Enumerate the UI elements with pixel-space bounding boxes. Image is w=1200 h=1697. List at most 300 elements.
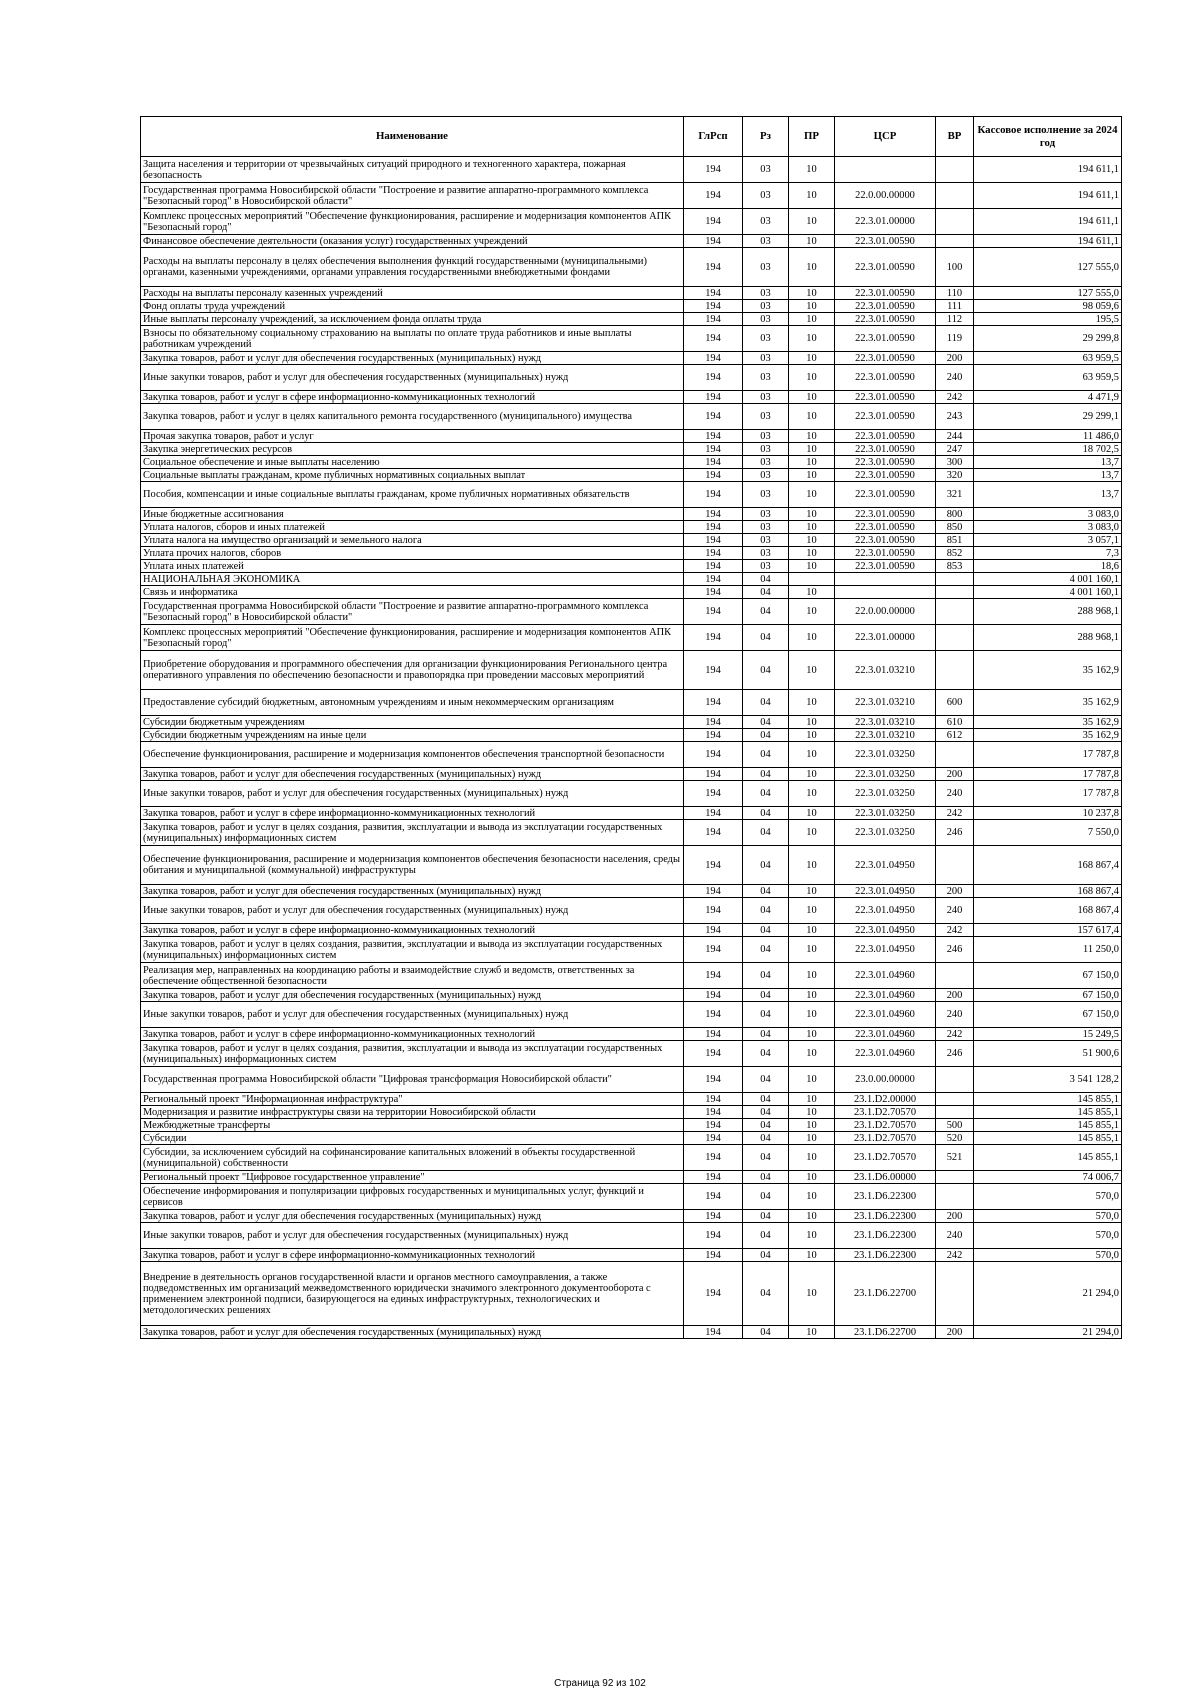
cell-name: Иные закупки товаров, работ и услуг для обеспечения государственных (муниципальных) нужд: [141, 365, 684, 391]
cell-glrsp: 194: [684, 391, 743, 404]
cell-amount: 145 855,1: [974, 1119, 1122, 1132]
cell-glrsp: 194: [684, 313, 743, 326]
cell-rz: 03: [743, 365, 789, 391]
cell-name: Закупка товаров, работ и услуг в целях капитального ремонта государственного (муниципального) имущества: [141, 404, 684, 430]
cell-rz: 03: [743, 430, 789, 443]
table-row: [141, 1093, 1122, 1106]
cell-glrsp: 194: [684, 1119, 743, 1132]
cell-name: Модернизация и развитие инфраструктуры связи на территории Новосибирской области: [141, 1106, 684, 1119]
cell-vr: [936, 586, 974, 599]
table-body: [141, 157, 1122, 1339]
cell-csr: 22.3.01.03250: [835, 820, 936, 846]
cell-vr: [936, 599, 974, 625]
cell-rz: 04: [743, 1171, 789, 1184]
cell-pr: 10: [789, 1119, 835, 1132]
cell-glrsp: 194: [684, 716, 743, 729]
cell-name: Финансовое обеспечение деятельности (оказания услуг) государственных учреждений: [141, 235, 684, 248]
cell-glrsp: 194: [684, 807, 743, 820]
cell-name: Комплекс процессных мероприятий "Обеспечение функционирования, расширение и модернизация компонентов АПК "Безопасный город": [141, 625, 684, 651]
cell-vr: [936, 1184, 974, 1210]
cell-vr: 246: [936, 820, 974, 846]
cell-amount: 67 150,0: [974, 1002, 1122, 1028]
table-row: [141, 690, 1122, 716]
cell-vr: 242: [936, 807, 974, 820]
cell-amount: 29 299,8: [974, 326, 1122, 352]
cell-glrsp: 194: [684, 625, 743, 651]
cell-rz: 04: [743, 1106, 789, 1119]
cell-amount: 194 611,1: [974, 209, 1122, 235]
cell-rz: 04: [743, 768, 789, 781]
cell-name: Реализация мер, направленных на координацию работы и взаимодействие служб и ведомств, ответственных за обеспечение общественной безопасности: [141, 963, 684, 989]
cell-rz: 03: [743, 326, 789, 352]
cell-name: Закупка товаров, работ и услуг в сфере информационно-коммуникационных технологий: [141, 391, 684, 404]
table-row: [141, 313, 1122, 326]
cell-glrsp: 194: [684, 157, 743, 183]
cell-name: Закупка товаров, работ и услуг для обеспечения государственных (муниципальных) нужд: [141, 1326, 684, 1339]
cell-csr: 22.3.01.03250: [835, 742, 936, 768]
cell-csr: 23.1.D6.22300: [835, 1210, 936, 1223]
cell-csr: 22.3.01.00590: [835, 300, 936, 313]
cell-csr: 23.1.D6.22700: [835, 1262, 936, 1326]
cell-csr: 23.1.D2.70570: [835, 1106, 936, 1119]
cell-pr: 10: [789, 469, 835, 482]
cell-amount: 10 237,8: [974, 807, 1122, 820]
cell-amount: 17 787,8: [974, 768, 1122, 781]
cell-rz: 04: [743, 1002, 789, 1028]
cell-glrsp: 194: [684, 326, 743, 352]
cell-amount: 570,0: [974, 1249, 1122, 1262]
cell-amount: 145 855,1: [974, 1106, 1122, 1119]
cell-amount: 168 867,4: [974, 898, 1122, 924]
cell-pr: 10: [789, 209, 835, 235]
table-row: [141, 599, 1122, 625]
cell-vr: 200: [936, 352, 974, 365]
cell-csr: 22.3.01.00590: [835, 534, 936, 547]
cell-vr: [936, 157, 974, 183]
cell-csr: 23.1.D2.70570: [835, 1145, 936, 1171]
cell-rz: 03: [743, 300, 789, 313]
cell-rz: 03: [743, 534, 789, 547]
cell-name: Фонд оплаты труда учреждений: [141, 300, 684, 313]
cell-pr: 10: [789, 768, 835, 781]
cell-amount: 74 006,7: [974, 1171, 1122, 1184]
cell-rz: 04: [743, 573, 789, 586]
cell-vr: 853: [936, 560, 974, 573]
cell-vr: 320: [936, 469, 974, 482]
cell-rz: 03: [743, 391, 789, 404]
cell-pr: 10: [789, 885, 835, 898]
cell-glrsp: 194: [684, 1106, 743, 1119]
cell-pr: 10: [789, 560, 835, 573]
cell-rz: 04: [743, 690, 789, 716]
cell-amount: 17 787,8: [974, 781, 1122, 807]
cell-amount: 145 855,1: [974, 1145, 1122, 1171]
cell-amount: 4 001 160,1: [974, 573, 1122, 586]
cell-amount: 11 486,0: [974, 430, 1122, 443]
cell-vr: 321: [936, 482, 974, 508]
cell-amount: 3 083,0: [974, 508, 1122, 521]
cell-csr: 22.0.00.00000: [835, 599, 936, 625]
cell-amount: 127 555,0: [974, 287, 1122, 300]
cell-glrsp: 194: [684, 1184, 743, 1210]
cell-csr: 22.3.01.00590: [835, 456, 936, 469]
cell-vr: 851: [936, 534, 974, 547]
cell-glrsp: 194: [684, 482, 743, 508]
table-row: [141, 157, 1122, 183]
cell-pr: 10: [789, 846, 835, 885]
cell-glrsp: 194: [684, 1093, 743, 1106]
cell-csr: 22.3.01.00590: [835, 352, 936, 365]
cell-name: Государственная программа Новосибирской области "Цифровая трансформация Новосибирской области": [141, 1067, 684, 1093]
table-row: [141, 365, 1122, 391]
cell-glrsp: 194: [684, 651, 743, 690]
cell-amount: 7 550,0: [974, 820, 1122, 846]
cell-pr: 10: [789, 482, 835, 508]
table-row: [141, 781, 1122, 807]
cell-glrsp: 194: [684, 1028, 743, 1041]
cell-rz: 04: [743, 599, 789, 625]
cell-amount: 195,5: [974, 313, 1122, 326]
cell-amount: 3 057,1: [974, 534, 1122, 547]
cell-name: Закупка товаров, работ и услуг в целях создания, развития, эксплуатации и вывода из эксплуатации государственных (муниципальных) информационных систем: [141, 820, 684, 846]
cell-csr: 22.3.01.03210: [835, 729, 936, 742]
cell-glrsp: 194: [684, 586, 743, 599]
table-row: [141, 1132, 1122, 1145]
cell-csr: 22.3.01.00000: [835, 209, 936, 235]
cell-rz: 04: [743, 963, 789, 989]
cell-rz: 04: [743, 989, 789, 1002]
cell-name: Иные выплаты персоналу учреждений, за исключением фонда оплаты труда: [141, 313, 684, 326]
cell-name: Внедрение в деятельность органов государственной власти и органов местного самоуправления, а также подведомственных им организаций межведомственного юридически значимого электронного документооборота с применением электронной подписи, базирующегося на единых инфраструктурных, технологических и методологических решениях: [141, 1262, 684, 1326]
cell-pr: 10: [789, 1171, 835, 1184]
table-row: [141, 924, 1122, 937]
cell-name: Субсидии бюджетным учреждениям на иные цели: [141, 729, 684, 742]
cell-pr: 10: [789, 1184, 835, 1210]
cell-pr: 10: [789, 300, 835, 313]
cell-pr: 10: [789, 430, 835, 443]
cell-csr: 22.3.01.00590: [835, 469, 936, 482]
cell-csr: 22.3.01.00590: [835, 508, 936, 521]
cell-pr: 10: [789, 248, 835, 287]
cell-name: Уплата налогов, сборов и иных платежей: [141, 521, 684, 534]
table-row: [141, 820, 1122, 846]
cell-glrsp: 194: [684, 521, 743, 534]
cell-amount: 168 867,4: [974, 846, 1122, 885]
cell-rz: 03: [743, 183, 789, 209]
cell-pr: 10: [789, 729, 835, 742]
cell-rz: 03: [743, 443, 789, 456]
cell-amount: 145 855,1: [974, 1093, 1122, 1106]
cell-rz: 04: [743, 1262, 789, 1326]
cell-pr: 10: [789, 898, 835, 924]
cell-vr: 520: [936, 1132, 974, 1145]
cell-csr: 22.3.01.00590: [835, 365, 936, 391]
table-row: [141, 586, 1122, 599]
cell-glrsp: 194: [684, 742, 743, 768]
cell-vr: [936, 963, 974, 989]
cell-glrsp: 194: [684, 534, 743, 547]
cell-rz: 04: [743, 885, 789, 898]
table-row: [141, 1002, 1122, 1028]
table-row: [141, 1106, 1122, 1119]
cell-name: Закупка товаров, работ и услуг в сфере информационно-коммуникационных технологий: [141, 1028, 684, 1041]
cell-rz: 04: [743, 781, 789, 807]
cell-glrsp: 194: [684, 898, 743, 924]
table-row: [141, 1145, 1122, 1171]
cell-csr: 22.3.01.04960: [835, 1041, 936, 1067]
cell-glrsp: 194: [684, 404, 743, 430]
cell-csr: 22.3.01.04960: [835, 963, 936, 989]
table-row: [141, 534, 1122, 547]
cell-vr: 850: [936, 521, 974, 534]
cell-amount: 15 249,5: [974, 1028, 1122, 1041]
cell-vr: [936, 1067, 974, 1093]
cell-rz: 03: [743, 456, 789, 469]
cell-pr: 10: [789, 599, 835, 625]
cell-glrsp: 194: [684, 1002, 743, 1028]
cell-pr: 10: [789, 183, 835, 209]
cell-amount: 127 555,0: [974, 248, 1122, 287]
cell-csr: [835, 157, 936, 183]
cell-vr: 246: [936, 937, 974, 963]
cell-csr: 22.3.01.04950: [835, 898, 936, 924]
cell-amount: 18,6: [974, 560, 1122, 573]
cell-pr: 10: [789, 807, 835, 820]
table-row: [141, 729, 1122, 742]
cell-vr: [936, 235, 974, 248]
cell-csr: 22.3.01.03210: [835, 716, 936, 729]
budget-document-page: [140, 116, 1121, 1339]
table-row: [141, 1067, 1122, 1093]
table-row: [141, 1262, 1122, 1326]
cell-glrsp: 194: [684, 430, 743, 443]
table-row: [141, 404, 1122, 430]
cell-amount: 4 471,9: [974, 391, 1122, 404]
cell-vr: 112: [936, 313, 974, 326]
cell-vr: 800: [936, 508, 974, 521]
cell-pr: 10: [789, 820, 835, 846]
table-row: [141, 1184, 1122, 1210]
cell-pr: 10: [789, 235, 835, 248]
cell-name: Социальные выплаты гражданам, кроме публичных нормативных социальных выплат: [141, 469, 684, 482]
cell-rz: 04: [743, 625, 789, 651]
cell-csr: 22.3.01.00590: [835, 404, 936, 430]
cell-name: Закупка товаров, работ и услуг для обеспечения государственных (муниципальных) нужд: [141, 1210, 684, 1223]
cell-csr: 22.3.01.03210: [835, 651, 936, 690]
cell-name: Закупка товаров, работ и услуг в целях создания, развития, эксплуатации и вывода из эксплуатации государственных (муниципальных) информационных систем: [141, 1041, 684, 1067]
cell-rz: 03: [743, 404, 789, 430]
table-row: [141, 898, 1122, 924]
header-amount: Кассовое исполнение за 2024 год: [974, 117, 1122, 157]
table-row: [141, 430, 1122, 443]
cell-csr: 22.3.01.00590: [835, 391, 936, 404]
cell-name: Уплата иных платежей: [141, 560, 684, 573]
cell-glrsp: 194: [684, 183, 743, 209]
cell-rz: 04: [743, 807, 789, 820]
cell-vr: 242: [936, 1028, 974, 1041]
cell-csr: 22.3.01.00590: [835, 547, 936, 560]
cell-amount: 194 611,1: [974, 183, 1122, 209]
cell-glrsp: 194: [684, 352, 743, 365]
cell-amount: 3 541 128,2: [974, 1067, 1122, 1093]
cell-amount: 157 617,4: [974, 924, 1122, 937]
cell-name: Закупка товаров, работ и услуг в сфере информационно-коммуникационных технологий: [141, 1249, 684, 1262]
cell-rz: 04: [743, 1223, 789, 1249]
cell-pr: 10: [789, 1262, 835, 1326]
cell-vr: 240: [936, 1002, 974, 1028]
table-row: [141, 287, 1122, 300]
cell-amount: 570,0: [974, 1184, 1122, 1210]
cell-glrsp: 194: [684, 248, 743, 287]
cell-csr: 22.3.01.00000: [835, 625, 936, 651]
cell-glrsp: 194: [684, 560, 743, 573]
cell-name: Закупка товаров, работ и услуг для обеспечения государственных (муниципальных) нужд: [141, 989, 684, 1002]
cell-amount: 570,0: [974, 1223, 1122, 1249]
cell-csr: 22.3.01.00590: [835, 430, 936, 443]
cell-pr: 10: [789, 625, 835, 651]
cell-vr: 119: [936, 326, 974, 352]
table-row: [141, 482, 1122, 508]
table-row: [141, 1326, 1122, 1339]
table-row: [141, 456, 1122, 469]
cell-name: Иные закупки товаров, работ и услуг для обеспечения государственных (муниципальных) нужд: [141, 1223, 684, 1249]
cell-name: Закупка товаров, работ и услуг для обеспечения государственных (муниципальных) нужд: [141, 885, 684, 898]
cell-csr: 22.3.01.04950: [835, 846, 936, 885]
cell-csr: 22.3.01.04960: [835, 1028, 936, 1041]
cell-rz: 03: [743, 313, 789, 326]
cell-name: Расходы на выплаты персоналу в целях обеспечения выполнения функций государственными (муниципальными) органами, казенными учреждениями, органами управления государственными внебюджетными фондами: [141, 248, 684, 287]
cell-vr: 200: [936, 989, 974, 1002]
cell-name: Субсидии бюджетным учреждениям: [141, 716, 684, 729]
cell-name: Иные закупки товаров, работ и услуг для обеспечения государственных (муниципальных) нужд: [141, 781, 684, 807]
cell-pr: 10: [789, 651, 835, 690]
cell-vr: 200: [936, 1326, 974, 1339]
table-row: [141, 248, 1122, 287]
cell-pr: 10: [789, 391, 835, 404]
cell-vr: 600: [936, 690, 974, 716]
cell-vr: 111: [936, 300, 974, 313]
cell-glrsp: 194: [684, 1145, 743, 1171]
table-row: [141, 352, 1122, 365]
cell-name: Обеспечение функционирования, расширение и модернизация компонентов обеспечения транспортной безопасности: [141, 742, 684, 768]
cell-vr: 240: [936, 365, 974, 391]
cell-amount: 63 959,5: [974, 365, 1122, 391]
cell-name: Закупка товаров, работ и услуг в сфере информационно-коммуникационных технологий: [141, 924, 684, 937]
cell-amount: 570,0: [974, 1210, 1122, 1223]
cell-vr: 243: [936, 404, 974, 430]
cell-vr: 500: [936, 1119, 974, 1132]
table-row: [141, 846, 1122, 885]
cell-vr: 242: [936, 1249, 974, 1262]
table-row: [141, 326, 1122, 352]
cell-name: Региональный проект "Информационная инфраструктура": [141, 1093, 684, 1106]
cell-rz: 04: [743, 742, 789, 768]
cell-glrsp: 194: [684, 209, 743, 235]
cell-rz: 03: [743, 248, 789, 287]
cell-pr: 10: [789, 326, 835, 352]
cell-vr: 612: [936, 729, 974, 742]
cell-vr: 300: [936, 456, 974, 469]
cell-rz: 04: [743, 820, 789, 846]
cell-csr: 23.1.D6.22300: [835, 1223, 936, 1249]
cell-amount: 18 702,5: [974, 443, 1122, 456]
table-row: [141, 209, 1122, 235]
cell-amount: 3 083,0: [974, 521, 1122, 534]
cell-vr: 610: [936, 716, 974, 729]
cell-glrsp: 194: [684, 963, 743, 989]
cell-csr: 23.1.D6.22700: [835, 1326, 936, 1339]
cell-amount: 21 294,0: [974, 1262, 1122, 1326]
cell-amount: 67 150,0: [974, 989, 1122, 1002]
cell-glrsp: 194: [684, 287, 743, 300]
cell-amount: 17 787,8: [974, 742, 1122, 768]
cell-csr: 23.1.D2.70570: [835, 1132, 936, 1145]
cell-vr: [936, 742, 974, 768]
cell-glrsp: 194: [684, 1249, 743, 1262]
cell-rz: 03: [743, 508, 789, 521]
cell-glrsp: 194: [684, 846, 743, 885]
cell-pr: 10: [789, 352, 835, 365]
cell-amount: 35 162,9: [974, 729, 1122, 742]
header-pr: ПР: [789, 117, 835, 157]
cell-csr: 22.3.01.00590: [835, 287, 936, 300]
cell-rz: 03: [743, 287, 789, 300]
table-row: [141, 742, 1122, 768]
table-row: [141, 573, 1122, 586]
cell-rz: 04: [743, 1093, 789, 1106]
table-row: [141, 560, 1122, 573]
table-row: [141, 1210, 1122, 1223]
table-row: [141, 885, 1122, 898]
cell-csr: 22.3.01.03250: [835, 807, 936, 820]
cell-pr: 10: [789, 521, 835, 534]
cell-name: Межбюджетные трансферты: [141, 1119, 684, 1132]
cell-pr: [789, 573, 835, 586]
cell-pr: 10: [789, 534, 835, 547]
cell-amount: 29 299,1: [974, 404, 1122, 430]
cell-pr: 10: [789, 924, 835, 937]
cell-vr: 244: [936, 430, 974, 443]
cell-name: Государственная программа Новосибирской области "Построение и развитие аппаратно-программного комплекса "Безопасный город" в Новосибирской области": [141, 599, 684, 625]
cell-rz: 04: [743, 1326, 789, 1339]
cell-pr: 10: [789, 1106, 835, 1119]
cell-vr: 110: [936, 287, 974, 300]
cell-glrsp: 194: [684, 924, 743, 937]
cell-csr: 22.3.01.03210: [835, 690, 936, 716]
cell-pr: 10: [789, 1132, 835, 1145]
cell-rz: 04: [743, 716, 789, 729]
cell-amount: 194 611,1: [974, 157, 1122, 183]
table-row: [141, 1223, 1122, 1249]
cell-glrsp: 194: [684, 781, 743, 807]
cell-name: Взносы по обязательному социальному страхованию на выплаты по оплате труда работников и иные выплаты работникам учреждений: [141, 326, 684, 352]
cell-rz: 04: [743, 846, 789, 885]
cell-glrsp: 194: [684, 1262, 743, 1326]
cell-pr: 10: [789, 1028, 835, 1041]
table-row: [141, 391, 1122, 404]
cell-rz: 03: [743, 547, 789, 560]
cell-amount: 63 959,5: [974, 352, 1122, 365]
cell-rz: 03: [743, 521, 789, 534]
table-row: [141, 508, 1122, 521]
cell-amount: 35 162,9: [974, 716, 1122, 729]
cell-vr: 242: [936, 924, 974, 937]
cell-name: Комплекс процессных мероприятий "Обеспечение функционирования, расширение и модернизация компонентов АПК "Безопасный город": [141, 209, 684, 235]
cell-vr: 247: [936, 443, 974, 456]
cell-glrsp: 194: [684, 690, 743, 716]
cell-csr: 22.3.01.04960: [835, 1002, 936, 1028]
table-header-row: [141, 117, 1122, 157]
